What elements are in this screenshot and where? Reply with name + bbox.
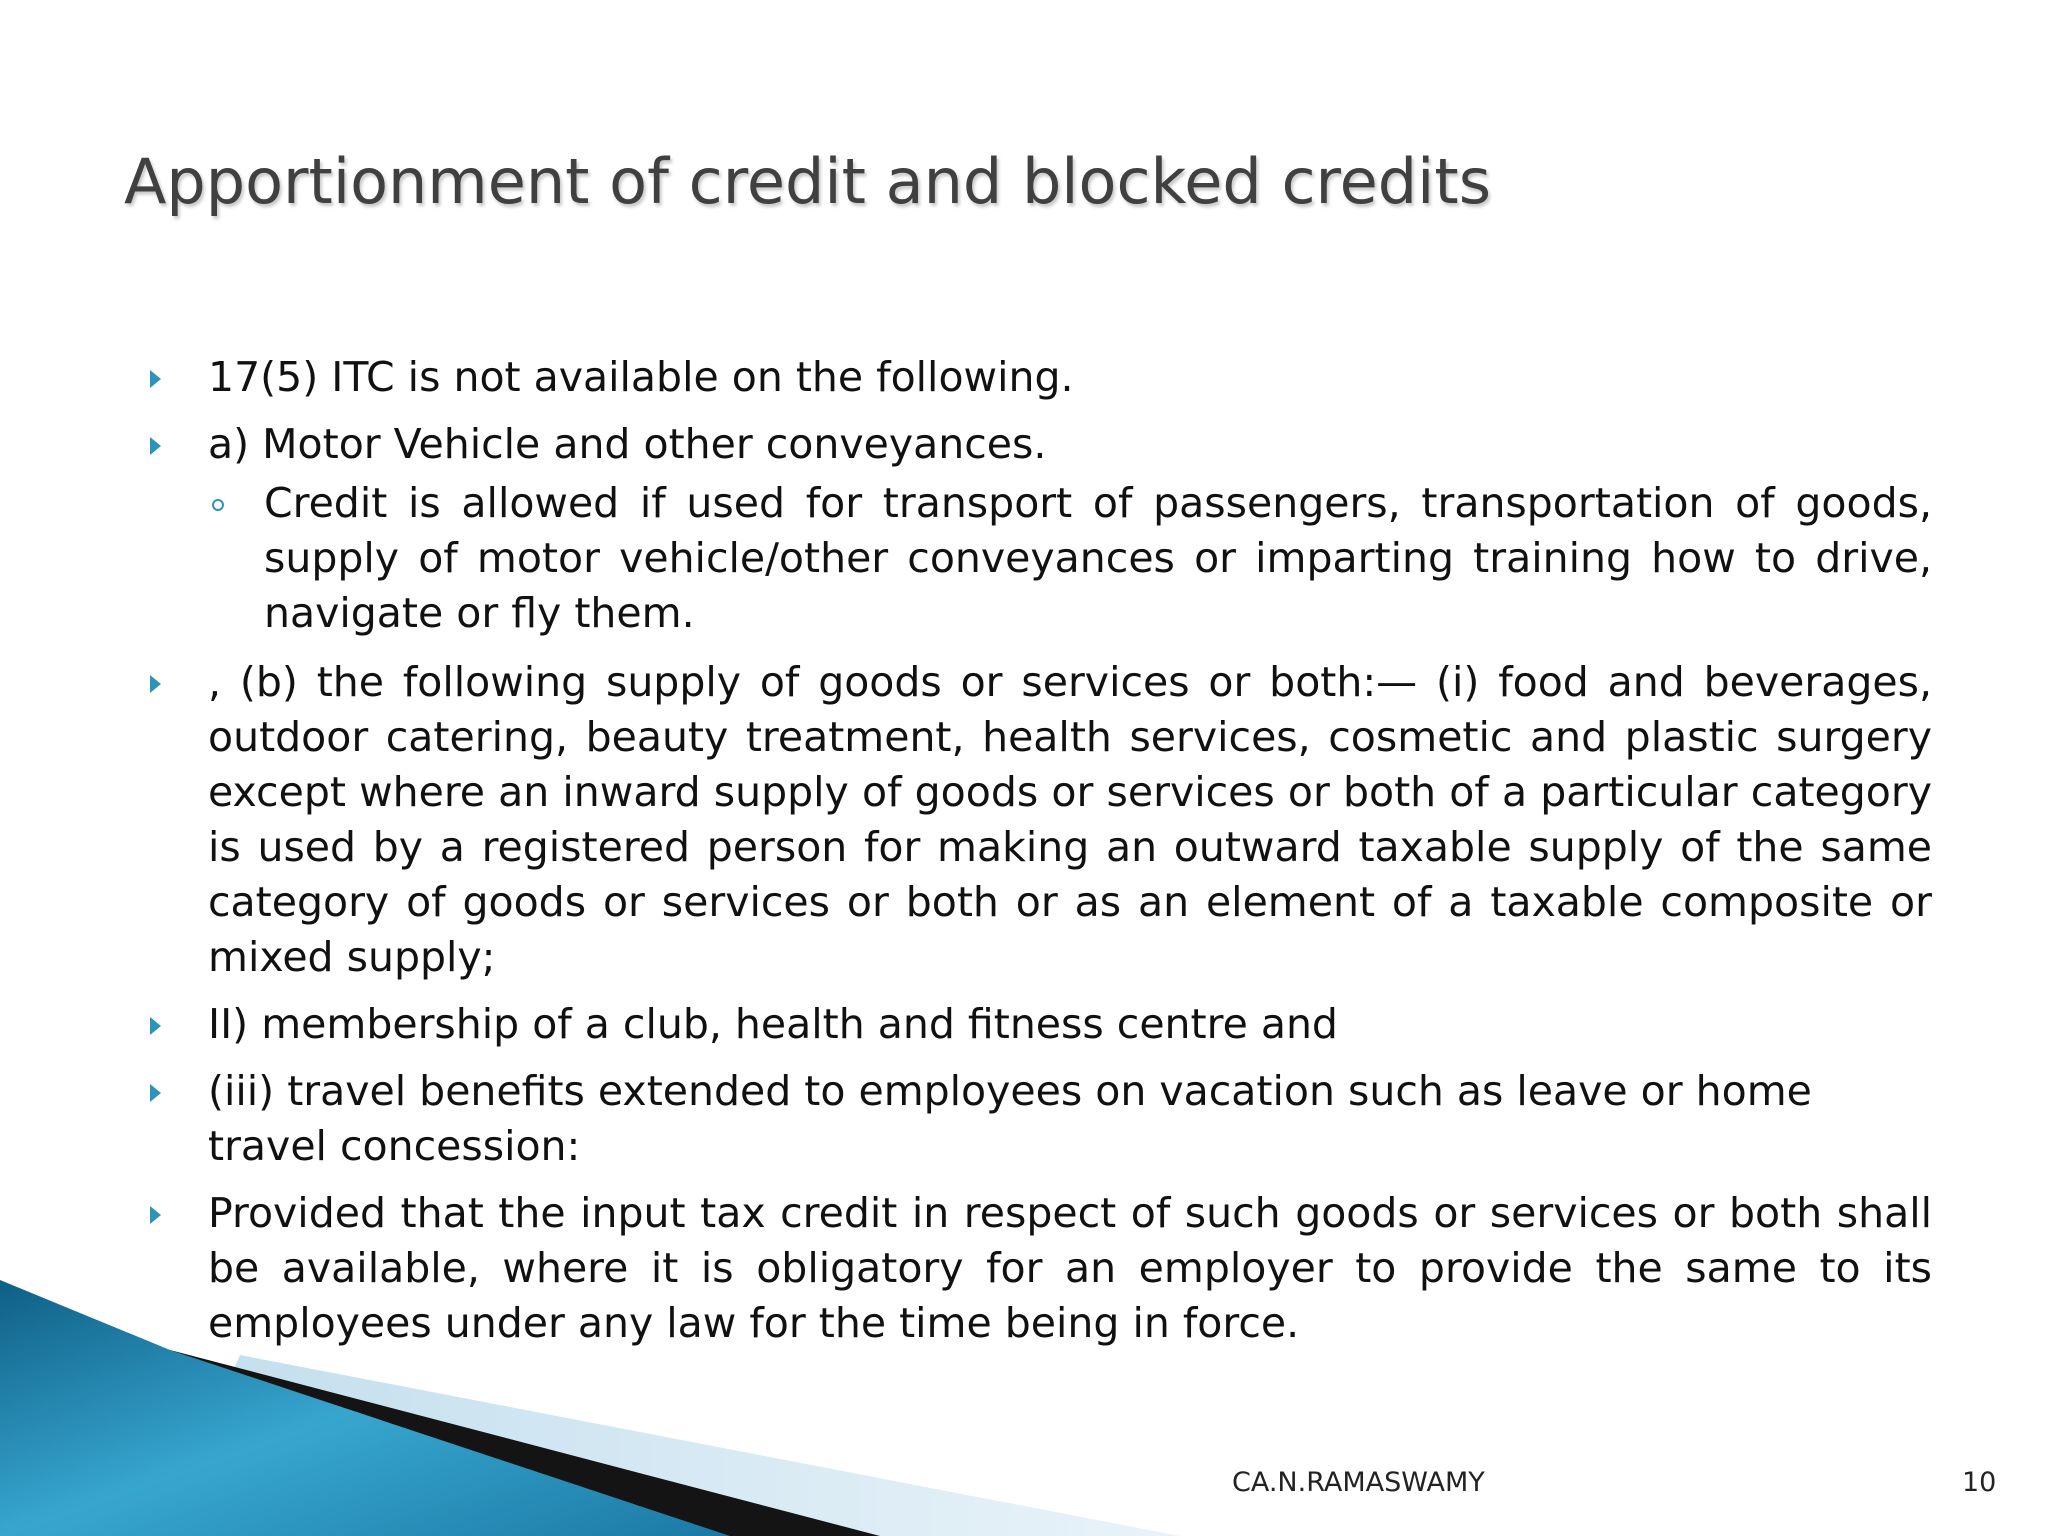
- page-number: 10: [1962, 1467, 1997, 1498]
- triangle-arrow-icon: [150, 437, 161, 455]
- footer-author: CA.N.RAMASWAMY: [1232, 1467, 1485, 1498]
- triangle-arrow-icon: [150, 1206, 161, 1224]
- bullet-item: [140, 655, 1932, 985]
- bullet-text: II) membership of a club, health and fitness centre and: [208, 1000, 1338, 1048]
- bullet-item: [140, 1064, 1932, 1174]
- bullet-item: [140, 417, 1932, 472]
- hollow-circle-icon: [212, 499, 224, 511]
- bullet-text: (iii) travel benefits extended to employees on vacation such as leave or home travel concession:: [208, 1067, 1812, 1170]
- bullet-item: [140, 997, 1932, 1052]
- bullet-list: [140, 350, 1932, 1363]
- sub-bullet-item: [140, 476, 1932, 641]
- bullet-item: [140, 350, 1932, 405]
- bullet-text: , (b) the following supply of goods or services or both:— (i) food and beverages, outdoor catering, beauty treatment, health services, cosmetic and plastic surgery except where an inward supply of goods or services or both of a particular category is used by a registered person for making an outward taxable supply of the same category of goods or services or both or as an element of a taxable composite or mixed supply;: [208, 658, 1932, 981]
- bullet-text: Provided that the input tax credit in respect of such goods or services or both shall be available, where it is obligatory for an employer to provide the same to its employees under any law for the time being in force.: [208, 1189, 1932, 1347]
- bullet-text: 17(5) ITC is not available on the following.: [208, 353, 1074, 401]
- triangle-arrow-icon: [150, 370, 161, 388]
- slide-title: Apportionment of credit and blocked credits: [124, 145, 1491, 218]
- triangle-arrow-icon: [150, 1084, 161, 1102]
- triangle-arrow-icon: [150, 1017, 161, 1035]
- corner-decoration: [0, 1280, 1400, 1536]
- sub-bullet-text: Credit is allowed if used for transport of passengers, transportation of goods, supply of motor vehicle/other conveyances or imparting training how to drive, navigate or fly them.: [264, 479, 1932, 637]
- bullet-text: a) Motor Vehicle and other conveyances.: [208, 420, 1047, 468]
- triangle-arrow-icon: [150, 675, 161, 693]
